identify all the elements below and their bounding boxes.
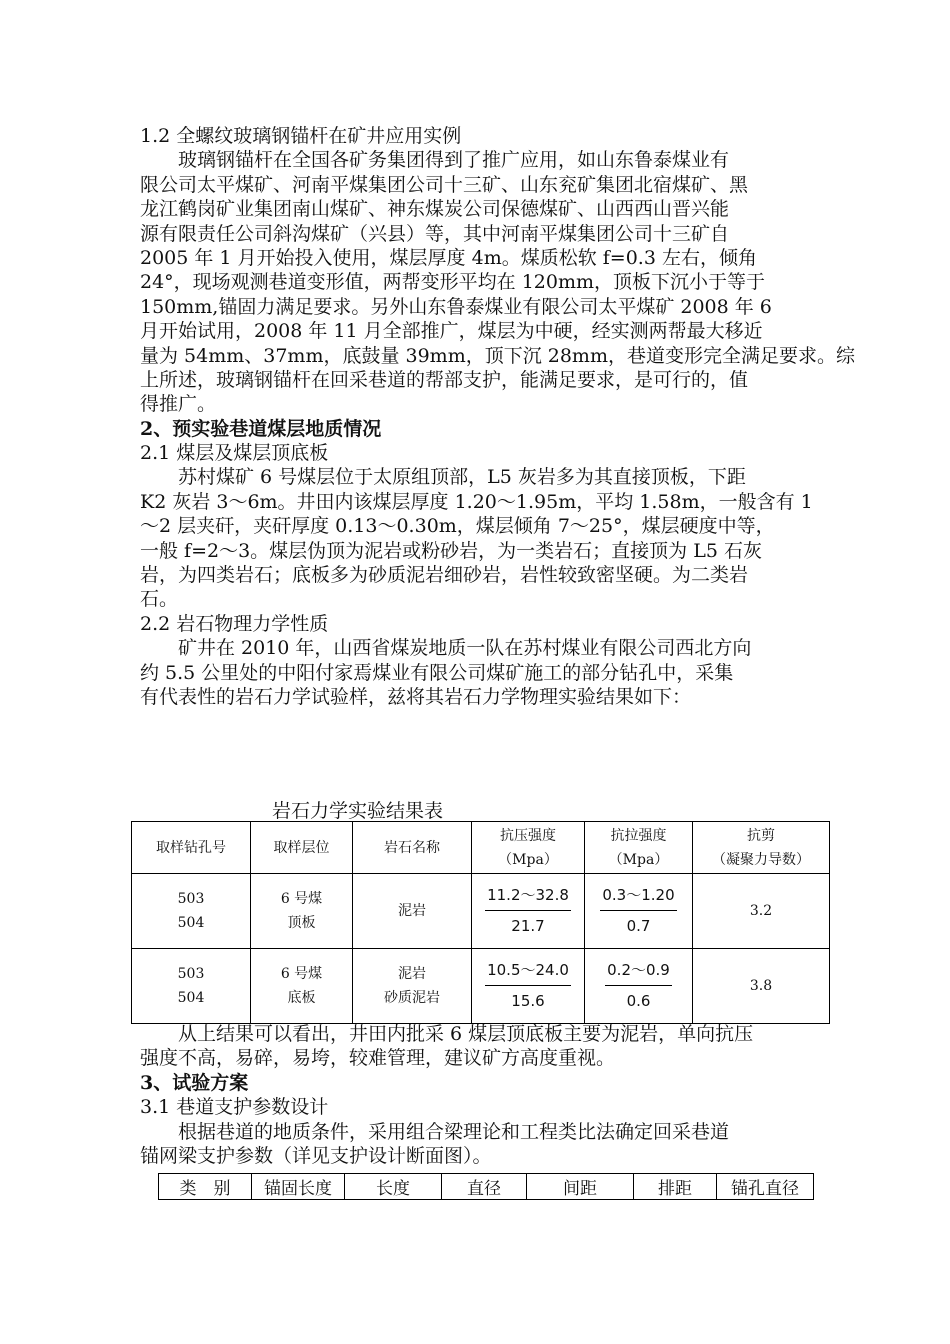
table-header-row [159,1174,814,1200]
fraction-value [485,883,571,938]
paragraph-line: 锚网梁支护参数（详见支护设计断面图）。 [140,1144,492,1167]
fraction-average: 15.6 [511,992,545,1010]
table-row [132,874,830,949]
header-line: （Mpa） [498,851,558,868]
paragraph-line: 龙江鹤岗矿业集团南山煤矿、神东煤炭公司保德煤矿、山西西山晋兴能 [140,198,730,221]
paragraph-line: 有代表性的岩石力学试验样，兹将其岩石力学物理实验结果如下： [140,685,692,708]
section-heading: 3.1 巷道支护参数设计 [140,1096,329,1119]
cell-line: 6 号煤 [280,891,323,907]
header-cell: 间距 [527,1174,634,1200]
paragraph-line: 得推广。 [140,393,217,416]
rock-test-table [131,821,830,1024]
header-line: 抗剪 [747,827,775,844]
cell-line: 砂质泥岩 [384,990,440,1006]
fraction-range: 0.2～0.9 [605,958,672,986]
fraction-value [605,958,672,1013]
paragraph-line: 岩，为四类岩石；底板多为砂质泥岩细砂岩，岩性较致密坚硬。为二类岩 [140,564,749,587]
header-cell: 岩石名称 [353,822,472,874]
cell-line: 顶板 [287,915,316,931]
paragraph-line: 150mm,锚固力满足要求。另外山东鲁泰煤业有限公司太平煤矿 2008 年 6 [140,295,772,318]
fraction-range: 10.5～24.0 [485,958,571,986]
header-cell: 长度 [345,1174,442,1200]
paragraph-line: 石。 [140,588,179,611]
table-cell [585,949,693,1024]
paragraph-line: 苏村煤矿 6 号煤层位于太原组顶部，L5 灰岩多为其直接顶板，下距 [140,466,746,489]
table-cell [472,874,585,949]
paragraph-line: 从上结果可以看出，井田内批采 6 煤层顶底板主要为泥岩，单向抗压 [140,1023,754,1045]
paragraph-line: 约 5.5 公里处的中阳付家焉煤业有限公司煤矿施工的部分钻孔中，采集 [140,661,734,684]
header-cell [585,822,693,874]
section-3 [140,1022,840,1168]
section-heading: 3、试验方案 [140,1071,249,1094]
table-caption: 岩石力学实验结果表 [272,800,444,822]
table-row [132,949,830,1024]
cell-line: 504 [177,990,205,1006]
section-1-2 [140,124,855,709]
paragraph-line: 月开始试用，2008 年 11 月全部推广，煤层为中硬，经实测两帮最大移近 [140,320,763,343]
header-cell [693,822,830,874]
header-cell: 类 别 [159,1174,252,1200]
header-cell: 排距 [634,1174,717,1200]
table-header-row [132,822,830,874]
paragraph-line: 玻璃钢锚杆在全国各矿务集团得到了推广应用，如山东鲁泰煤业有 [140,149,730,172]
header-cell: 取样钻孔号 [132,822,251,874]
paragraph-line: ～2 层夹矸，夹矸厚度 0.13～0.30m，煤层倾角 7～25°，煤层硬度中等， [140,515,775,538]
header-line: 抗拉强度 [610,827,667,844]
paragraph-line: 2005 年 1 月开始投入使用，煤层厚度 4m。煤质松软 f=0.3 左右，倾角 [140,246,757,269]
fraction-value [485,958,571,1013]
cell-line: 503 [177,966,205,982]
fraction-range: 0.3～1.20 [600,883,676,911]
paragraph-line: 量为 54mm、37mm，底鼓量 39mm，顶下沉 28mm，巷道变形完全满足要求。综 [140,344,855,367]
paragraph-line: 源有限责任公司斜沟煤矿（兴县）等，其中河南平煤集团公司十三矿自 [140,222,730,245]
paragraph-line: 根据巷道的地质条件，采用组合梁理论和工程类比法确定回采巷道 [140,1120,730,1143]
header-line: （凝聚力导数） [712,851,810,868]
header-line: 抗压强度 [500,827,556,844]
table-cell [251,874,353,949]
paragraph-line: 一般 f=2～3。煤层伪顶为泥岩或粉砂岩，为一类岩石；直接顶为 L5 石灰 [140,539,762,562]
fraction-range: 11.2～32.8 [485,883,571,911]
fraction-average: 21.7 [511,917,545,935]
cell-line: 底板 [287,990,316,1006]
table-cell [472,949,585,1024]
paragraph-line: 强度不高，易碎，易垮，较难管理，建议矿方高度重视。 [140,1047,616,1070]
header-cell: 取样层位 [251,822,353,874]
table-cell [585,874,693,949]
fraction-average: 0.6 [626,992,651,1010]
paragraph-line: 24°，现场观测巷道变形值，两帮变形平均在 120mm，顶板下沉小于等于 [140,271,766,294]
table-cell: 3.2 [693,874,830,949]
header-cell: 锚孔直径 [717,1174,814,1200]
cell-line: 504 [177,915,205,931]
section-heading: 2、预实验巷道煤层地质情况 [140,417,382,440]
table-cell [353,874,472,949]
paragraph-line: 限公司太平煤矿、河南平煤集团公司十三矿、山东兖矿集团北宿煤矿、黑 [140,173,749,196]
paragraph-line: 上所述，玻璃钢锚杆在回采巷道的帮部支护，能满足要求，是可行的，值 [140,368,749,391]
paragraph-line: K2 灰岩 3～6m。井田内该煤层厚度 1.20～1.95m，平均 1.58m，一般含有 1 [140,490,813,513]
paragraph-line: 矿井在 2010 年，山西省煤炭地质一队在苏村煤业有限公司西北方向 [140,637,752,660]
header-line: （Mpa） [608,851,669,868]
table-cell [132,874,251,949]
table-cell [251,949,353,1024]
support-parameter-table [158,1173,814,1200]
header-cell: 锚固长度 [252,1174,345,1200]
section-heading: 2.1 煤层及煤层顶底板 [140,442,329,465]
table-cell [353,949,472,1024]
table-cell: 3.8 [693,949,830,1024]
section-heading: 1.2 全螺纹玻璃钢锚杆在矿井应用实例 [140,125,462,147]
cell-line: 泥岩 [398,903,426,919]
section-heading: 2.2 岩石物理力学性质 [140,612,329,635]
fraction-value [600,883,676,938]
fraction-average: 0.7 [626,917,651,935]
header-cell [472,822,585,874]
cell-line: 6 号煤 [280,966,323,982]
header-cell: 直径 [442,1174,527,1200]
cell-line: 503 [177,891,205,907]
cell-line: 泥岩 [398,966,426,982]
table-cell [132,949,251,1024]
